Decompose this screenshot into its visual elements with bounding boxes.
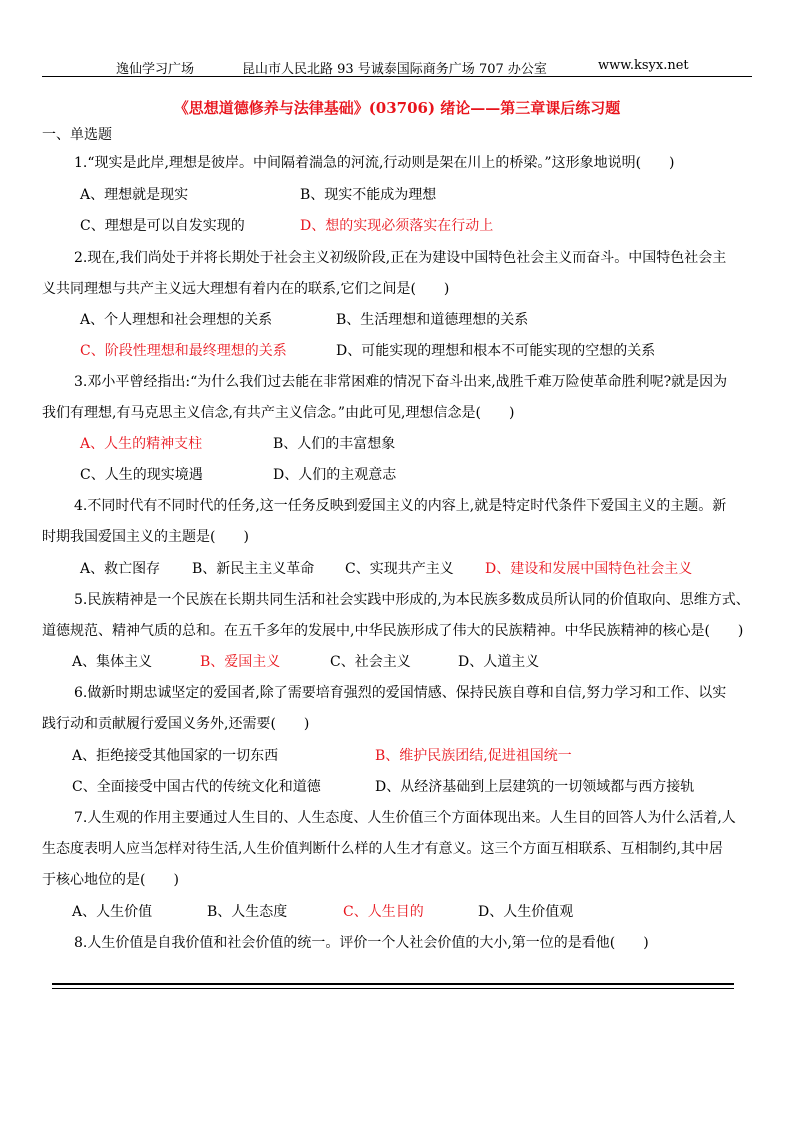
question-2-options xyxy=(0,305,794,336)
page-header xyxy=(42,56,752,76)
question-7-options xyxy=(0,897,794,928)
question-text: 4.不同时代有不同时代的任务,这一任务反映到爱国主义的内容上,就是特定时代条件下爱国主义的主题。新 xyxy=(74,498,727,514)
option-c: C、社会主义 xyxy=(330,654,411,670)
question-2 xyxy=(42,243,752,305)
question-text: 7.人生观的作用主要通过人生目的、人生态度、人生价值三个方面体现出来。人生目的回答人为什么活着,人 xyxy=(74,810,736,826)
question-3 xyxy=(42,367,752,429)
option-c-correct: C、阶段性理想和最终理想的关系 xyxy=(80,343,287,359)
question-1-options xyxy=(0,180,794,211)
question-4-options xyxy=(0,554,794,585)
question-text: 1.“现实是此岸,理想是彼岸。中间隔着湍急的河流,行动则是架在川上的桥梁。”这形象地说明( ) xyxy=(74,155,675,171)
question-5-options xyxy=(0,647,794,678)
option-a: A、个人理想和社会理想的关系 xyxy=(80,312,273,328)
question-text: 8.人生价值是自我价值和社会价值的统一。评价一个人社会价值的大小,第一位的是看他( ) xyxy=(74,935,649,951)
question-text: 于核心地位的是( ) xyxy=(42,872,179,888)
option-b: B、生活理想和道德理想的关系 xyxy=(336,312,529,328)
question-text: 2.现在,我们尚处于并将长期处于社会主义初级阶段,正在为建设中国特色社会主义而奋斗。中国特色社会主 xyxy=(74,250,727,266)
option-d: D、从经济基础到上层建筑的一切领域都与西方接轨 xyxy=(375,779,695,795)
section-heading: 一、单选题 xyxy=(42,127,112,143)
option-c: C、实现共产主义 xyxy=(345,561,454,577)
footer-rule-thin xyxy=(52,988,734,989)
header-center: 昆山市人民北路 93 号诚泰国际商务广场 707 办公室 xyxy=(242,62,547,77)
footer-rule-thick xyxy=(52,983,734,985)
question-8 xyxy=(42,928,752,959)
option-b: B、现实不能成为理想 xyxy=(300,187,437,203)
question-text: 时期我国爱国主义的主题是( ) xyxy=(42,529,249,545)
option-c-correct: C、人生目的 xyxy=(343,904,424,920)
option-b: B、新民主主义革命 xyxy=(192,561,315,577)
option-d: D、人生价值观 xyxy=(478,904,574,920)
question-2-options-row2 xyxy=(0,336,794,367)
option-b-correct: B、维护民族团结,促进祖国统一 xyxy=(375,748,572,764)
header-left: 逸仙学习广场 xyxy=(116,62,195,77)
document-title: 《思想道德修养与法律基础》(03706) 绪论——第三章课后练习题 xyxy=(173,99,621,117)
option-d: D、人们的主观意志 xyxy=(273,467,397,483)
question-text: 我们有理想,有马克思主义信念,有共产主义信念。”由此可见,理想信念是( ) xyxy=(42,405,515,421)
option-d-correct: D、建设和发展中国特色社会主义 xyxy=(485,561,693,577)
option-a: A、理想就是现实 xyxy=(80,187,189,203)
option-b: B、人生态度 xyxy=(207,904,288,920)
header-right: www.ksyx.net xyxy=(598,58,689,73)
option-b: B、人们的丰富想象 xyxy=(273,436,396,452)
question-6-options xyxy=(0,741,794,772)
option-b-correct: B、爱国主义 xyxy=(200,654,281,670)
option-c: C、人生的现实境遇 xyxy=(80,467,203,483)
question-6 xyxy=(42,678,752,740)
question-1-options-row2 xyxy=(0,211,794,242)
question-text: 3.邓小平曾经指出:“为什么我们过去能在非常困难的情况下奋斗出来,战胜千难万险使革命胜利呢?就是因为 xyxy=(74,374,728,390)
option-d: D、人道主义 xyxy=(458,654,540,670)
question-text: 6.做新时期忠诚坚定的爱国者,除了需要培育强烈的爱国情感、保持民族自尊和自信,努力学习和工作、以实 xyxy=(74,685,727,701)
question-3-options xyxy=(0,429,794,460)
question-7 xyxy=(42,803,752,896)
option-a: A、救亡图存 xyxy=(80,561,161,577)
question-text: 践行动和贡献履行爱国义务外,还需要( ) xyxy=(42,716,310,732)
question-text: 义共同理想与共产主义远大理想有着内在的联系,它们之间是( ) xyxy=(42,281,450,297)
option-d: D、可能实现的理想和根本不可能实现的空想的关系 xyxy=(336,343,656,359)
option-d-correct: D、想的实现必须落实在行动上 xyxy=(300,218,494,234)
question-text: 5.民族精神是一个民族在长期共同生活和社会实践中形成的,为本民族多数成员所认同的价值取向、思维方式、 xyxy=(74,592,750,608)
option-a-correct: A、人生的精神支柱 xyxy=(80,436,203,452)
question-4 xyxy=(42,491,752,553)
header-rule xyxy=(42,76,752,77)
question-text: 道德规范、精神气质的总和。在五千多年的发展中,中华民族形成了伟大的民族精神。中华民族精神的核心是( ) xyxy=(42,623,744,639)
option-a: A、集体主义 xyxy=(72,654,153,670)
question-6-options-row2 xyxy=(0,772,794,803)
option-a: A、人生价值 xyxy=(72,904,153,920)
question-text: 生态度表明人应当怎样对待生活,人生价值判断什么样的人生才有意义。这三个方面互相联系、互相制约,其中居 xyxy=(42,841,723,857)
option-c: C、理想是可以自发实现的 xyxy=(80,218,245,234)
question-1 xyxy=(42,148,752,179)
question-3-options-row2 xyxy=(0,460,794,491)
option-c: C、全面接受中国古代的传统文化和道德 xyxy=(72,779,321,795)
question-5 xyxy=(42,585,752,647)
option-a: A、拒绝接受其他国家的一切东西 xyxy=(72,748,279,764)
